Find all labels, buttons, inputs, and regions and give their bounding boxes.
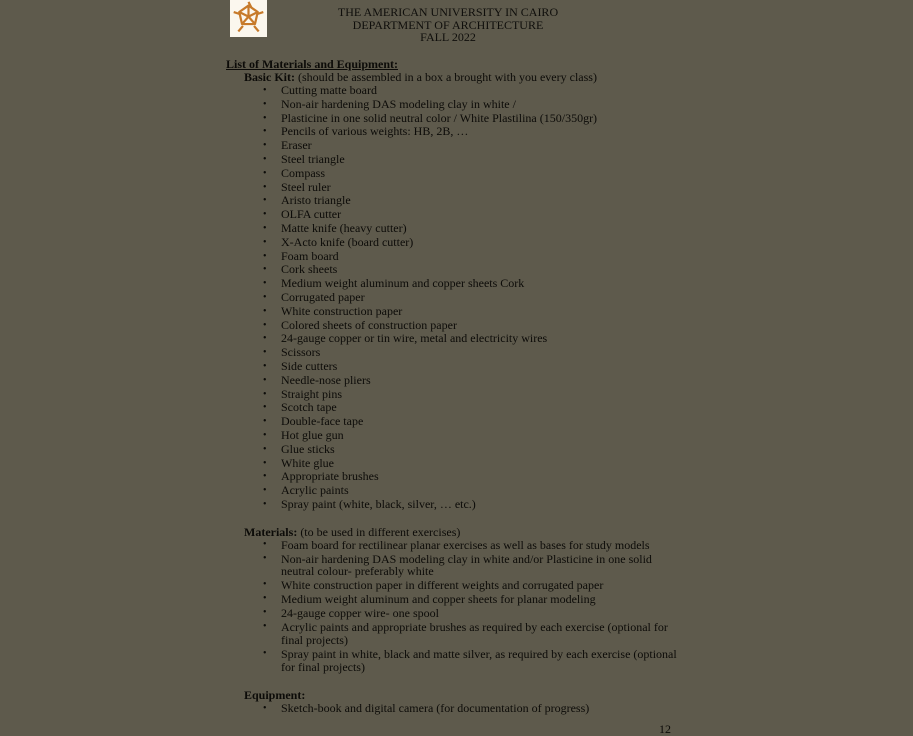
bullet-icon: • xyxy=(263,471,267,483)
bullet-icon: • xyxy=(263,264,267,276)
list-item-text: Cork sheets xyxy=(281,262,338,277)
list-item-text: White glue xyxy=(281,455,334,470)
bullet-icon: • xyxy=(263,153,267,165)
bullet-icon: • xyxy=(263,593,267,605)
bullet-icon: • xyxy=(263,702,267,714)
materials-label: Materials: xyxy=(244,524,298,539)
document-body xyxy=(226,58,686,716)
bullet-icon: • xyxy=(263,388,267,400)
list-item xyxy=(226,579,681,592)
list-item-text: Scissors xyxy=(281,345,321,360)
bullet-icon: • xyxy=(263,648,267,660)
bullet-icon: • xyxy=(263,278,267,290)
bullet-icon: • xyxy=(263,140,267,152)
list-item-text: White construction paper in different weights and corrugated paper xyxy=(281,578,604,593)
list-item xyxy=(226,388,681,402)
list-item xyxy=(226,263,681,277)
bullet-icon: • xyxy=(263,98,267,110)
list-item-text: 24-gauge copper or tin wire, metal and electricity wires xyxy=(281,331,548,346)
list-item-text: Foam board xyxy=(281,248,339,263)
bullet-icon: • xyxy=(263,429,267,441)
list-item-text: 24-gauge copper wire- one spool xyxy=(281,606,439,621)
bullet-icon: • xyxy=(263,305,267,317)
list-item-text: Medium weight aluminum and copper sheets for planar modeling xyxy=(281,592,596,607)
list-item xyxy=(226,443,681,457)
bullet-icon: • xyxy=(263,579,267,591)
bullet-icon: • xyxy=(263,85,267,96)
list-item xyxy=(226,470,681,484)
list-item xyxy=(226,84,681,98)
equipment-label: Equipment: xyxy=(244,687,306,702)
list-item-text: Acrylic paints xyxy=(281,483,349,498)
list-item xyxy=(226,112,681,126)
bullet-icon: • xyxy=(263,319,267,331)
list-item-text: Hot glue gun xyxy=(281,427,344,442)
term: FALL 2022 xyxy=(420,30,476,44)
bullet-icon: • xyxy=(263,222,267,234)
list-item xyxy=(226,181,681,195)
list-item-text: Steel ruler xyxy=(281,179,331,194)
list-item-text: Side cutters xyxy=(281,358,338,373)
list-item xyxy=(226,457,681,471)
bullet-icon: • xyxy=(263,607,267,619)
list-item xyxy=(226,250,681,264)
list-item-text: Spray paint (white, black, silver, … etc.) xyxy=(281,496,476,511)
list-item xyxy=(226,401,681,415)
basic-kit-label: Basic Kit: xyxy=(244,70,295,84)
materials-note: (to be used in different exercises) xyxy=(297,524,461,539)
list-item xyxy=(226,429,681,443)
bullet-icon: • xyxy=(263,552,267,564)
list-item xyxy=(226,332,681,346)
list-item xyxy=(226,194,681,208)
list-item-text: Aristo triangle xyxy=(281,193,351,208)
list-item-text: White construction paper xyxy=(281,303,403,318)
list-item xyxy=(226,346,681,360)
document-header xyxy=(300,6,596,44)
list-item xyxy=(226,374,681,388)
bullet-icon: • xyxy=(263,209,267,221)
bullet-icon: • xyxy=(263,291,267,303)
list-item-text: Sketch-book and digital camera (for documentation of progress) xyxy=(281,700,590,715)
bullet-icon: • xyxy=(263,416,267,428)
bullet-icon: • xyxy=(263,181,267,193)
list-item xyxy=(226,125,681,139)
list-item xyxy=(226,360,681,374)
list-item-text: Glue sticks xyxy=(281,441,335,456)
university-name: THE AMERICAN UNIVERSITY IN CAIRO xyxy=(337,5,559,19)
bullet-icon: • xyxy=(263,538,267,550)
list-item xyxy=(226,553,681,579)
list-item xyxy=(226,167,681,181)
list-item-text: Scotch tape xyxy=(281,400,337,415)
auc-seal-icon xyxy=(230,0,267,37)
list-item xyxy=(226,498,681,512)
list-item-text: Pencils of various weights: HB, 2B, … xyxy=(281,124,469,139)
bullet-icon: • xyxy=(263,360,267,372)
list-item-text: Colored sheets of construction paper xyxy=(281,317,457,332)
list-item xyxy=(226,593,681,606)
bullet-icon: • xyxy=(263,167,267,179)
list-item-text: Acrylic paints and appropriate brushes as required by each exercise (optional for final projects) xyxy=(281,620,668,648)
list-item xyxy=(226,153,681,167)
bullet-icon: • xyxy=(263,402,267,414)
list-item xyxy=(226,291,681,305)
list-item-text: Eraser xyxy=(281,138,312,153)
list-item-text: Plasticine in one solid neutral color / White Plastilina (150/350gr) xyxy=(281,110,598,125)
list-item xyxy=(226,277,681,291)
list-item-text: Foam board for rectilinear planar exercises as well as bases for study models xyxy=(281,537,650,552)
list-item xyxy=(226,319,681,333)
bullet-icon: • xyxy=(263,443,267,455)
bullet-icon: • xyxy=(263,485,267,497)
bullet-icon: • xyxy=(263,112,267,124)
list-item xyxy=(226,607,681,620)
bullet-icon: • xyxy=(263,498,267,510)
list-item xyxy=(226,539,681,552)
list-item-text: Steel triangle xyxy=(281,151,345,166)
bullet-icon: • xyxy=(263,457,267,469)
basic-kit-list xyxy=(226,84,686,512)
equipment-list xyxy=(226,702,686,716)
bullet-icon: • xyxy=(263,333,267,345)
bullet-icon: • xyxy=(263,236,267,248)
list-item xyxy=(226,621,681,647)
list-item-text: Non-air hardening DAS modeling clay in white and/or Plasticine in one solid neutral colour- preferably white xyxy=(281,551,652,579)
list-item-text: Matte knife (heavy cutter) xyxy=(281,220,407,235)
list-item xyxy=(226,222,681,236)
list-item-text: OLFA cutter xyxy=(281,207,342,222)
list-item-text: X-Acto knife (board cutter) xyxy=(281,234,414,249)
bullet-icon: • xyxy=(263,374,267,386)
list-item-text: Cutting matte board xyxy=(281,83,377,97)
materials-list xyxy=(226,539,686,674)
list-item xyxy=(226,236,681,250)
list-item-text: Medium weight aluminum and copper sheets Cork xyxy=(281,276,525,291)
list-item-text: Appropriate brushes xyxy=(281,469,379,484)
page-number: 12 xyxy=(659,722,671,736)
basic-kit-note: (should be assembled in a box a brought with you every class) xyxy=(295,70,597,84)
list-item-text: Spray paint in white, black and matte silver, as required by each exercise (optional for final projects) xyxy=(281,647,677,674)
list-item-text: Needle-nose pliers xyxy=(281,372,371,387)
department-name: DEPARTMENT OF ARCHITECTURE xyxy=(352,17,544,32)
university-logo xyxy=(230,0,267,37)
list-item xyxy=(226,139,681,153)
list-item xyxy=(226,648,681,674)
bullet-icon: • xyxy=(263,126,267,138)
bullet-icon: • xyxy=(263,621,267,633)
list-item-text: Corrugated paper xyxy=(281,289,365,304)
bullet-icon: • xyxy=(263,347,267,359)
bullet-icon: • xyxy=(263,250,267,262)
list-item xyxy=(226,484,681,498)
list-item xyxy=(226,305,681,319)
list-item xyxy=(226,415,681,429)
list-item-text: Non-air hardening DAS modeling clay in white / xyxy=(281,96,516,111)
list-item xyxy=(226,208,681,222)
list-item-text: Compass xyxy=(281,165,326,180)
list-item-text: Straight pins xyxy=(281,386,343,401)
bullet-icon: • xyxy=(263,195,267,207)
section-title: List of Materials and Equipment: xyxy=(226,57,399,71)
list-item-text: Double-face tape xyxy=(281,414,364,429)
list-item xyxy=(226,98,681,112)
list-item xyxy=(226,702,681,716)
